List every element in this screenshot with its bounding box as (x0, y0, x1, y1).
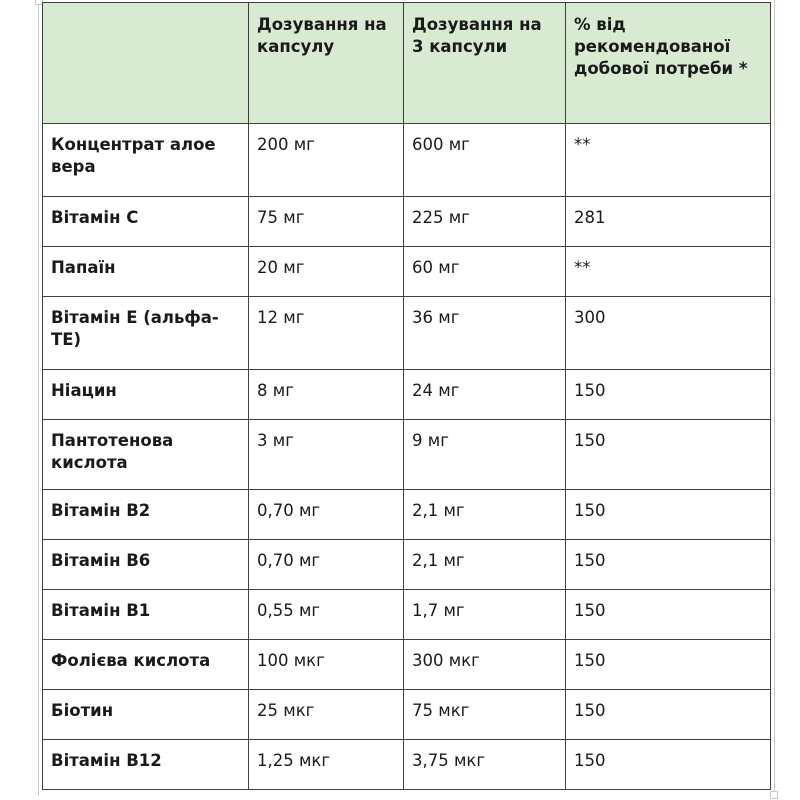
dose-per-3-capsules: 36 мг (404, 297, 566, 370)
daily-percent: 150 (566, 590, 771, 640)
frame-corner-handle (770, 791, 778, 799)
ingredient-name: Папаїн (43, 247, 249, 297)
dose-per-capsule: 0,70 мг (249, 540, 404, 590)
table-row (43, 640, 771, 690)
ingredient-name: Вітамін В12 (43, 740, 249, 790)
daily-percent: 150 (566, 690, 771, 740)
dose-per-capsule: 20 мг (249, 247, 404, 297)
daily-percent: 150 (566, 490, 771, 540)
dose-per-capsule: 75 мг (249, 197, 404, 247)
header-per-3-capsules: Дозування на 3 капсули (404, 3, 566, 124)
ingredient-name: Біотин (43, 690, 249, 740)
table-row (43, 197, 771, 247)
daily-percent: 281 (566, 197, 771, 247)
table-row (43, 490, 771, 540)
dose-per-3-capsules: 3,75 мкг (404, 740, 566, 790)
dose-per-capsule: 0,70 мг (249, 490, 404, 540)
table-row (43, 297, 771, 370)
dose-per-3-capsules: 2,1 мг (404, 490, 566, 540)
daily-percent: 150 (566, 370, 771, 420)
dose-per-capsule: 1,25 мкг (249, 740, 404, 790)
daily-percent: 300 (566, 297, 771, 370)
daily-percent: ** (566, 247, 771, 297)
ingredient-name: Вітамін В1 (43, 590, 249, 640)
table-row (43, 370, 771, 420)
dose-per-3-capsules: 60 мг (404, 247, 566, 297)
header-per-capsule: Дозування на капсулу (249, 3, 404, 124)
ingredient-name: Концентрат алое вера (43, 124, 249, 197)
dose-per-capsule: 8 мг (249, 370, 404, 420)
dose-per-capsule: 12 мг (249, 297, 404, 370)
dose-per-3-capsules: 300 мкг (404, 640, 566, 690)
dose-per-capsule: 200 мг (249, 124, 404, 197)
ingredient-name: Вітамін Е (альфа-ТЕ) (43, 297, 249, 370)
ingredient-name: Фолієва кислота (43, 640, 249, 690)
table-row (43, 420, 771, 490)
table-row (43, 124, 771, 197)
ingredient-name: Пантотенова кислота (43, 420, 249, 490)
daily-percent: 150 (566, 640, 771, 690)
dose-per-3-capsules: 600 мг (404, 124, 566, 197)
header-cell-empty (43, 3, 249, 124)
dose-per-capsule: 100 мкг (249, 640, 404, 690)
daily-percent: 150 (566, 740, 771, 790)
table-row (43, 540, 771, 590)
table-row (43, 590, 771, 640)
daily-percent: 150 (566, 540, 771, 590)
table-row (43, 740, 771, 790)
ingredient-name: Вітамін В6 (43, 540, 249, 590)
dose-per-3-capsules: 2,1 мг (404, 540, 566, 590)
header-daily-percent: % від рекомендованої добової потреби * (566, 3, 771, 124)
supplement-facts-table (42, 2, 771, 790)
daily-percent: 150 (566, 420, 771, 490)
ingredient-name: Вітамін С (43, 197, 249, 247)
table-row (43, 690, 771, 740)
dose-per-capsule: 25 мкг (249, 690, 404, 740)
table-row (43, 247, 771, 297)
dose-per-3-capsules: 225 мг (404, 197, 566, 247)
dose-per-capsule: 0,55 мг (249, 590, 404, 640)
ingredient-name: Вітамін В2 (43, 490, 249, 540)
dose-per-capsule: 3 мг (249, 420, 404, 490)
dose-per-3-capsules: 9 мг (404, 420, 566, 490)
dose-per-3-capsules: 75 мкг (404, 690, 566, 740)
ingredient-name: Ніацин (43, 370, 249, 420)
dose-per-3-capsules: 24 мг (404, 370, 566, 420)
daily-percent: ** (566, 124, 771, 197)
header-row (43, 3, 771, 124)
dose-per-3-capsules: 1,7 мг (404, 590, 566, 640)
